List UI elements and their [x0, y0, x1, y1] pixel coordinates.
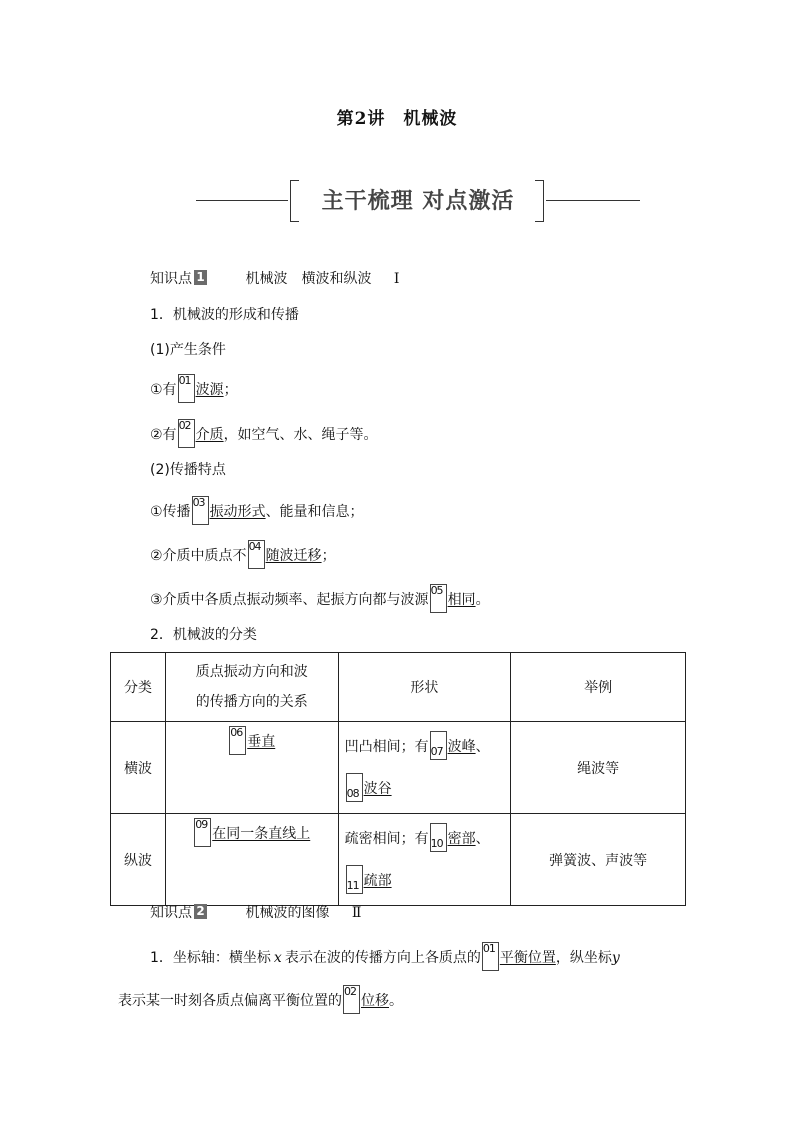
- page-title: 第2讲 机械波: [336, 109, 458, 129]
- line-text: ，如空气、水、绳子等。: [223, 427, 378, 443]
- answer-blank: 03: [192, 496, 209, 525]
- axis-paragraph-line-2: [118, 985, 403, 1014]
- line-text: 表示某一时刻各质点偏离平衡位置的: [118, 993, 342, 1009]
- line-text: 1．坐标轴：横坐标: [150, 950, 271, 966]
- banner-bracket-right: [535, 180, 544, 222]
- example-cell: 绳波等: [511, 722, 686, 814]
- shape-cell: 凹凸相间；有 07 波峰、 08 波谷: [338, 722, 511, 814]
- var-x: x: [273, 950, 282, 966]
- answer-text: 疏部: [363, 872, 392, 889]
- answer-text: 平衡位置: [499, 950, 556, 966]
- axis-paragraph-line-1: [150, 942, 620, 971]
- example-cell: 弹簧波、声波等: [511, 814, 686, 906]
- kp-level: Ⅰ: [393, 271, 400, 287]
- answer-blank: 09: [194, 818, 211, 847]
- banner-bracket-left: [290, 180, 299, 222]
- answer-text: 波源: [195, 382, 224, 398]
- classification-table: [110, 652, 686, 906]
- answer-blank: 10: [430, 823, 447, 852]
- type-cell: 纵波: [111, 814, 166, 906]
- line-text: ②有: [150, 427, 177, 443]
- sub-heading: (2)传播特点: [150, 462, 226, 478]
- section-heading: 2．机械波的分类: [150, 627, 257, 643]
- header-cell: 举例: [511, 653, 686, 722]
- kp-label: 知识点: [150, 271, 192, 287]
- answer-blank: 04: [248, 540, 265, 569]
- shape-cell: 疏密相间；有 10 密部、 11 疏部: [338, 814, 511, 906]
- header-cell: 质点振动方向和波 的传播方向的关系: [165, 653, 338, 722]
- kp-label: 知识点: [150, 905, 192, 921]
- answer-text: 波谷: [363, 780, 392, 797]
- answer-text: 垂直: [247, 734, 276, 750]
- table-row: [111, 814, 686, 906]
- answer-blank: 02: [178, 419, 195, 448]
- answer-blank: 08: [346, 773, 363, 802]
- table-row: [111, 722, 686, 814]
- line-text: ③介质中各质点振动频率、起振方向都与波源: [150, 592, 429, 608]
- line-text: ②介质中质点不: [150, 548, 247, 564]
- condition-line: [150, 374, 238, 403]
- answer-blank: 07: [430, 731, 447, 760]
- answer-blank: 01: [178, 374, 195, 403]
- property-line: [150, 540, 336, 569]
- line-text: 。: [475, 592, 490, 608]
- property-line: [150, 496, 364, 525]
- direction-cell: [165, 722, 338, 814]
- header-cell: 形状: [338, 653, 511, 722]
- answer-blank: 01: [482, 942, 499, 971]
- line-text: 表示在波的传播方向上各质点的: [284, 950, 481, 966]
- var-y: y: [611, 950, 620, 966]
- header-cell: 分类: [111, 653, 166, 722]
- answer-blank: 02: [343, 985, 360, 1014]
- answer-text: 密部: [447, 830, 476, 847]
- line-text: 。: [389, 993, 403, 1009]
- answer-blank: 11: [346, 865, 363, 894]
- line-text: ，纵坐标: [555, 950, 612, 966]
- answer-text: 位移: [361, 993, 389, 1009]
- answer-text: 介质: [195, 427, 224, 443]
- answer-blank: 05: [430, 584, 447, 613]
- direction-cell: [165, 814, 338, 906]
- banner-text: 主干梳理 对点激活: [321, 188, 515, 214]
- kp-level: Ⅱ: [351, 905, 362, 921]
- table-header-row: [111, 653, 686, 722]
- answer-blank: 06: [229, 726, 246, 755]
- line-text: ①有: [150, 382, 177, 398]
- sub-heading: (1)产生条件: [150, 342, 226, 358]
- property-line: [150, 584, 490, 613]
- line-text: ；: [321, 548, 336, 564]
- answer-text: 随波迁移: [265, 548, 322, 564]
- type-cell: 横波: [111, 722, 166, 814]
- kp-number-badge: 2: [194, 904, 207, 919]
- knowledge-point-2: [150, 902, 361, 922]
- section-heading: 1．机械波的形成和传播: [150, 307, 299, 323]
- banner-line-right: [546, 200, 640, 201]
- line-text: 、能量和信息；: [265, 504, 364, 520]
- knowledge-point-1: [150, 268, 399, 288]
- answer-text: 波峰: [447, 738, 476, 755]
- answer-text: 相同: [447, 592, 476, 608]
- banner-line-left: [196, 200, 288, 201]
- kp-topic: 机械波的图像: [245, 905, 330, 921]
- answer-text: 在同一条直线上: [212, 826, 311, 842]
- condition-line: [150, 419, 378, 448]
- answer-text: 振动形式: [209, 504, 266, 520]
- kp-number-badge: 1: [194, 270, 207, 285]
- section-banner: [196, 176, 640, 224]
- kp-topic: 机械波 横波和纵波: [245, 271, 372, 287]
- line-text: ；: [223, 382, 238, 398]
- line-text: ①传播: [150, 504, 191, 520]
